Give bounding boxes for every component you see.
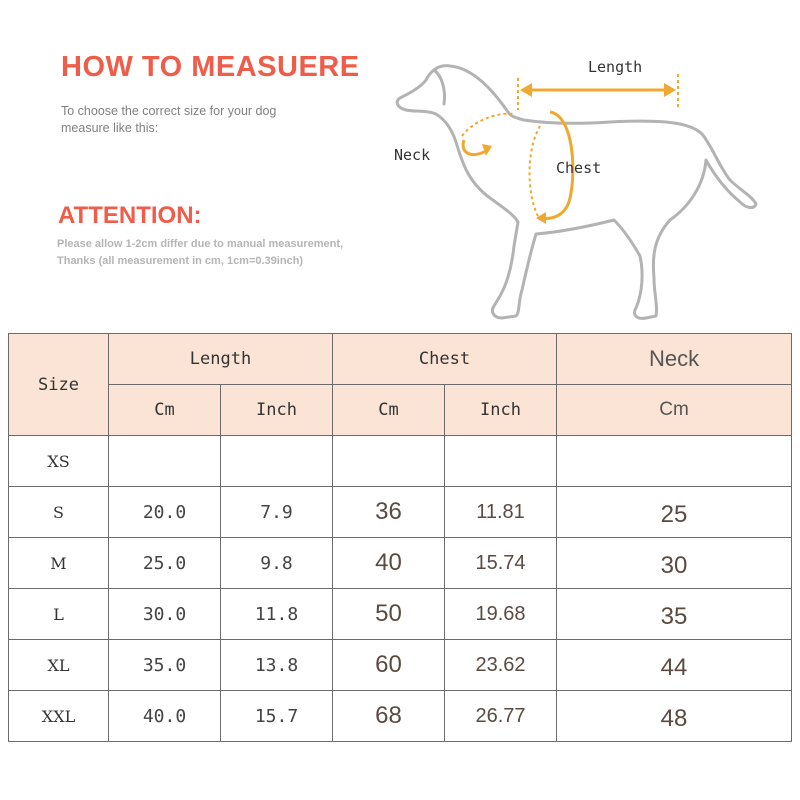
chest-label: Chest [556,159,602,177]
neck-cm-header: Cm [557,385,792,436]
chest-inch-cell: 15.74 [445,538,557,589]
neck-cm-cell: 30 [557,538,792,589]
length-inch-cell: 7.9 [221,487,333,538]
chest-cm-cell: 60 [333,640,445,691]
size-chart [8,333,791,742]
table-row [9,538,792,589]
chest-cm-cell [333,436,445,487]
chest-cm-cell: 36 [333,487,445,538]
length-cm-header: Cm [109,385,221,436]
attention-heading: ATTENTION: [58,202,202,229]
dog-measurement-diagram [390,50,770,335]
note-line-2: Thanks (all measurement in cm, 1cm=0.39inch) [57,255,304,267]
length-inch-cell: 15.7 [221,691,333,742]
neck-dotted-curve [462,114,514,136]
length-arrow-right-icon [664,83,676,97]
table-row [9,589,792,640]
chest-inch-cell: 26.77 [445,691,557,742]
intro-line-2: measure like this: [61,121,159,135]
size-cell: XS [9,436,109,487]
chest-cm-header: Cm [333,385,445,436]
dog-outline [397,66,756,319]
size-cell: L [9,589,109,640]
neck-cm-cell: 35 [557,589,792,640]
length-header: Length [109,334,333,385]
note-line-1: Please allow 1-2cm differ due to manual measurement, [57,238,344,250]
neck-cm-cell: 25 [557,487,792,538]
length-cm-cell: 25.0 [109,538,221,589]
neck-cm-cell: 48 [557,691,792,742]
length-cm-cell: 30.0 [109,589,221,640]
size-table [8,333,792,742]
header-row-2 [9,385,792,436]
chest-inch-header: Inch [445,385,557,436]
header-row-1 [9,334,792,385]
length-arrow-left-icon [520,83,532,97]
size-cell: M [9,538,109,589]
attention-note [57,236,343,270]
table-row [9,640,792,691]
length-inch-cell: 11.8 [221,589,333,640]
size-cell: XL [9,640,109,691]
neck-cm-cell: 44 [557,640,792,691]
page-title: HOW TO MEASUERE [61,51,360,83]
chest-cm-cell: 50 [333,589,445,640]
neck-header: Neck [557,334,792,385]
chest-inch-cell: 11.81 [445,487,557,538]
chest-inch-cell: 19.68 [445,589,557,640]
chest-cm-cell: 68 [333,691,445,742]
chest-inch-cell [445,436,557,487]
intro-line-1: To choose the correct size for your dog [61,104,277,118]
length-cm-cell [109,436,221,487]
length-inch-cell: 13.8 [221,640,333,691]
neck-label: Neck [394,146,431,164]
chest-inch-cell: 23.62 [445,640,557,691]
table-row [9,691,792,742]
table-row [9,487,792,538]
table-row [9,436,792,487]
length-cm-cell: 40.0 [109,691,221,742]
dog-ear [434,70,445,104]
chest-cm-cell: 40 [333,538,445,589]
length-inch-cell: 9.8 [221,538,333,589]
size-cell: S [9,487,109,538]
length-inch-header: Inch [221,385,333,436]
length-cm-cell: 35.0 [109,640,221,691]
length-inch-cell [221,436,333,487]
chest-dotted-curve [530,126,541,220]
length-cm-cell: 20.0 [109,487,221,538]
intro-text [61,103,276,137]
chest-header: Chest [333,334,557,385]
size-header: Size [9,334,109,436]
length-label: Length [588,58,643,76]
size-cell: XXL [9,691,109,742]
neck-arrow-icon [482,144,492,156]
neck-cm-cell [557,436,792,487]
